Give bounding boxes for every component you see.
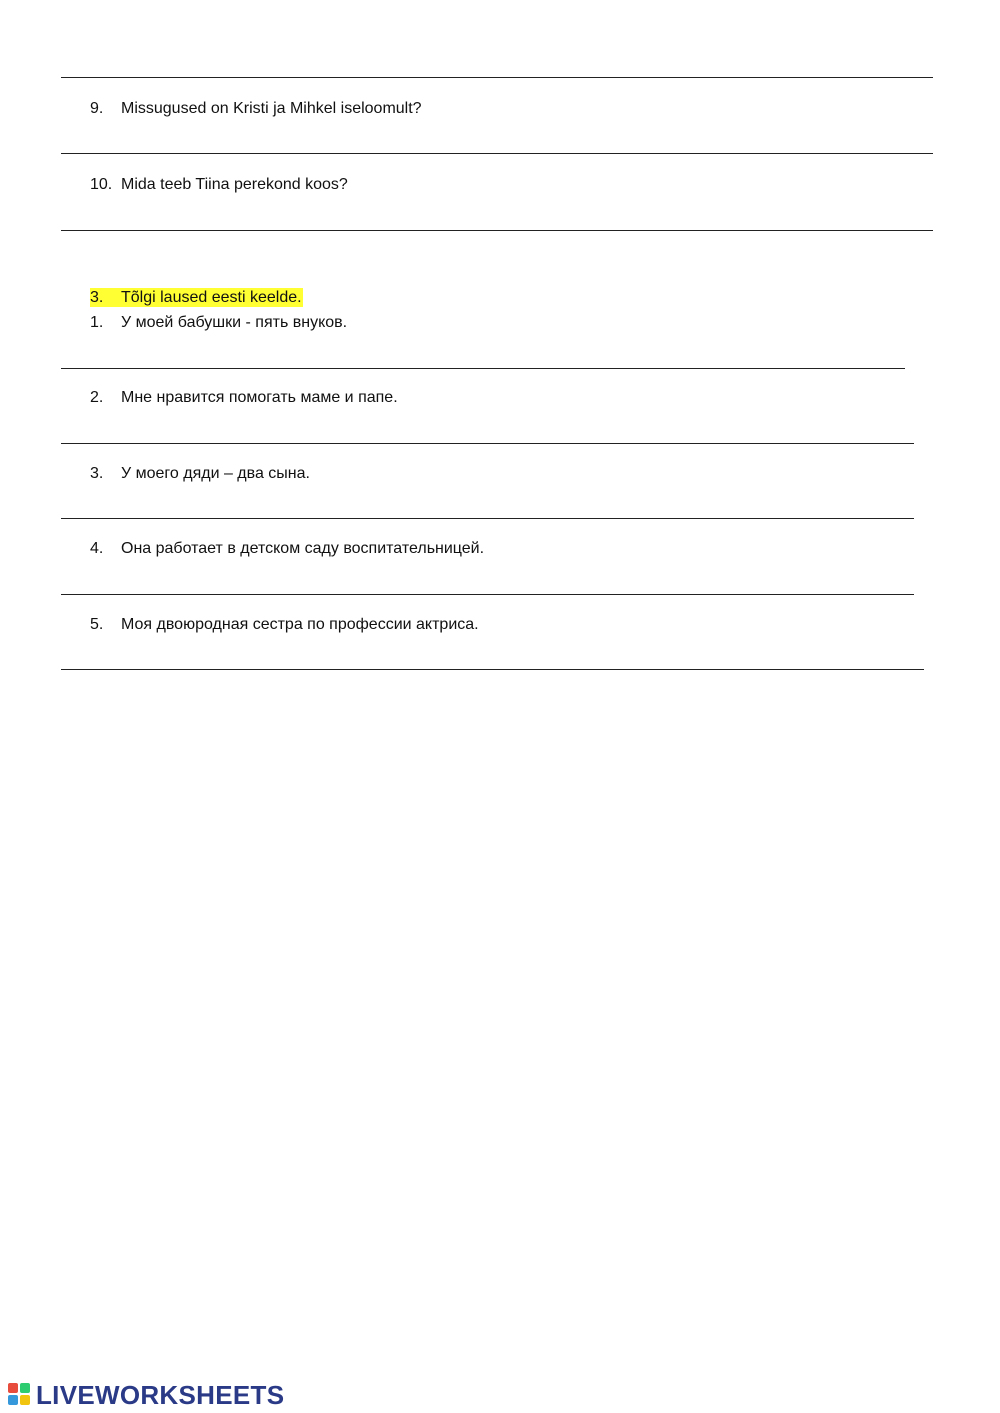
sentence-number: 3.: [90, 465, 104, 482]
answer-line: [61, 153, 933, 154]
answer-line: [61, 77, 933, 78]
sentence-5: [90, 614, 479, 636]
sentence-1: [90, 312, 347, 334]
sentence-number: 4.: [90, 540, 104, 557]
answer-line: [61, 669, 924, 670]
section-3-heading: [90, 287, 303, 309]
sentence-text: Она работает в детском саду воспитательницей.: [121, 540, 485, 557]
brand-name: LIVEWORKSHEETS: [36, 1379, 285, 1410]
answer-line: [61, 443, 914, 444]
highlighted-heading: [90, 288, 303, 307]
section-title: Tõlgi laused eesti keelde.: [121, 289, 302, 306]
answer-line: [61, 230, 933, 231]
sentence-text: У моей бабушки - пять внуков.: [121, 314, 348, 331]
question-text: Missugused on Kristi ja Mihkel iseloomult?: [121, 100, 422, 117]
sentence-text: Моя двоюродная сестра по профессии актриса.: [121, 616, 479, 633]
question-9: [90, 98, 422, 120]
sentence-4: [90, 538, 484, 560]
answer-line: [61, 594, 914, 595]
section-number: 3.: [90, 289, 104, 306]
answer-line: [61, 368, 905, 369]
question-10: [90, 174, 348, 196]
question-number: 10.: [90, 176, 113, 193]
question-text: Mida teeb Tiina perekond koos?: [121, 176, 348, 193]
question-number: 9.: [90, 100, 104, 117]
sentence-text: Мне нравится помогать маме и папе.: [121, 389, 398, 406]
answer-line: [61, 518, 914, 519]
sentence-number: 5.: [90, 616, 104, 633]
sentence-2: [90, 387, 398, 409]
sentence-number: 2.: [90, 389, 104, 406]
sentence-number: 1.: [90, 314, 104, 331]
blocks-icon: [8, 1383, 32, 1407]
sentence-3: [90, 463, 310, 485]
sentence-text: У моего дяди – два сына.: [121, 465, 310, 482]
liveworksheets-logo: [8, 1380, 284, 1410]
